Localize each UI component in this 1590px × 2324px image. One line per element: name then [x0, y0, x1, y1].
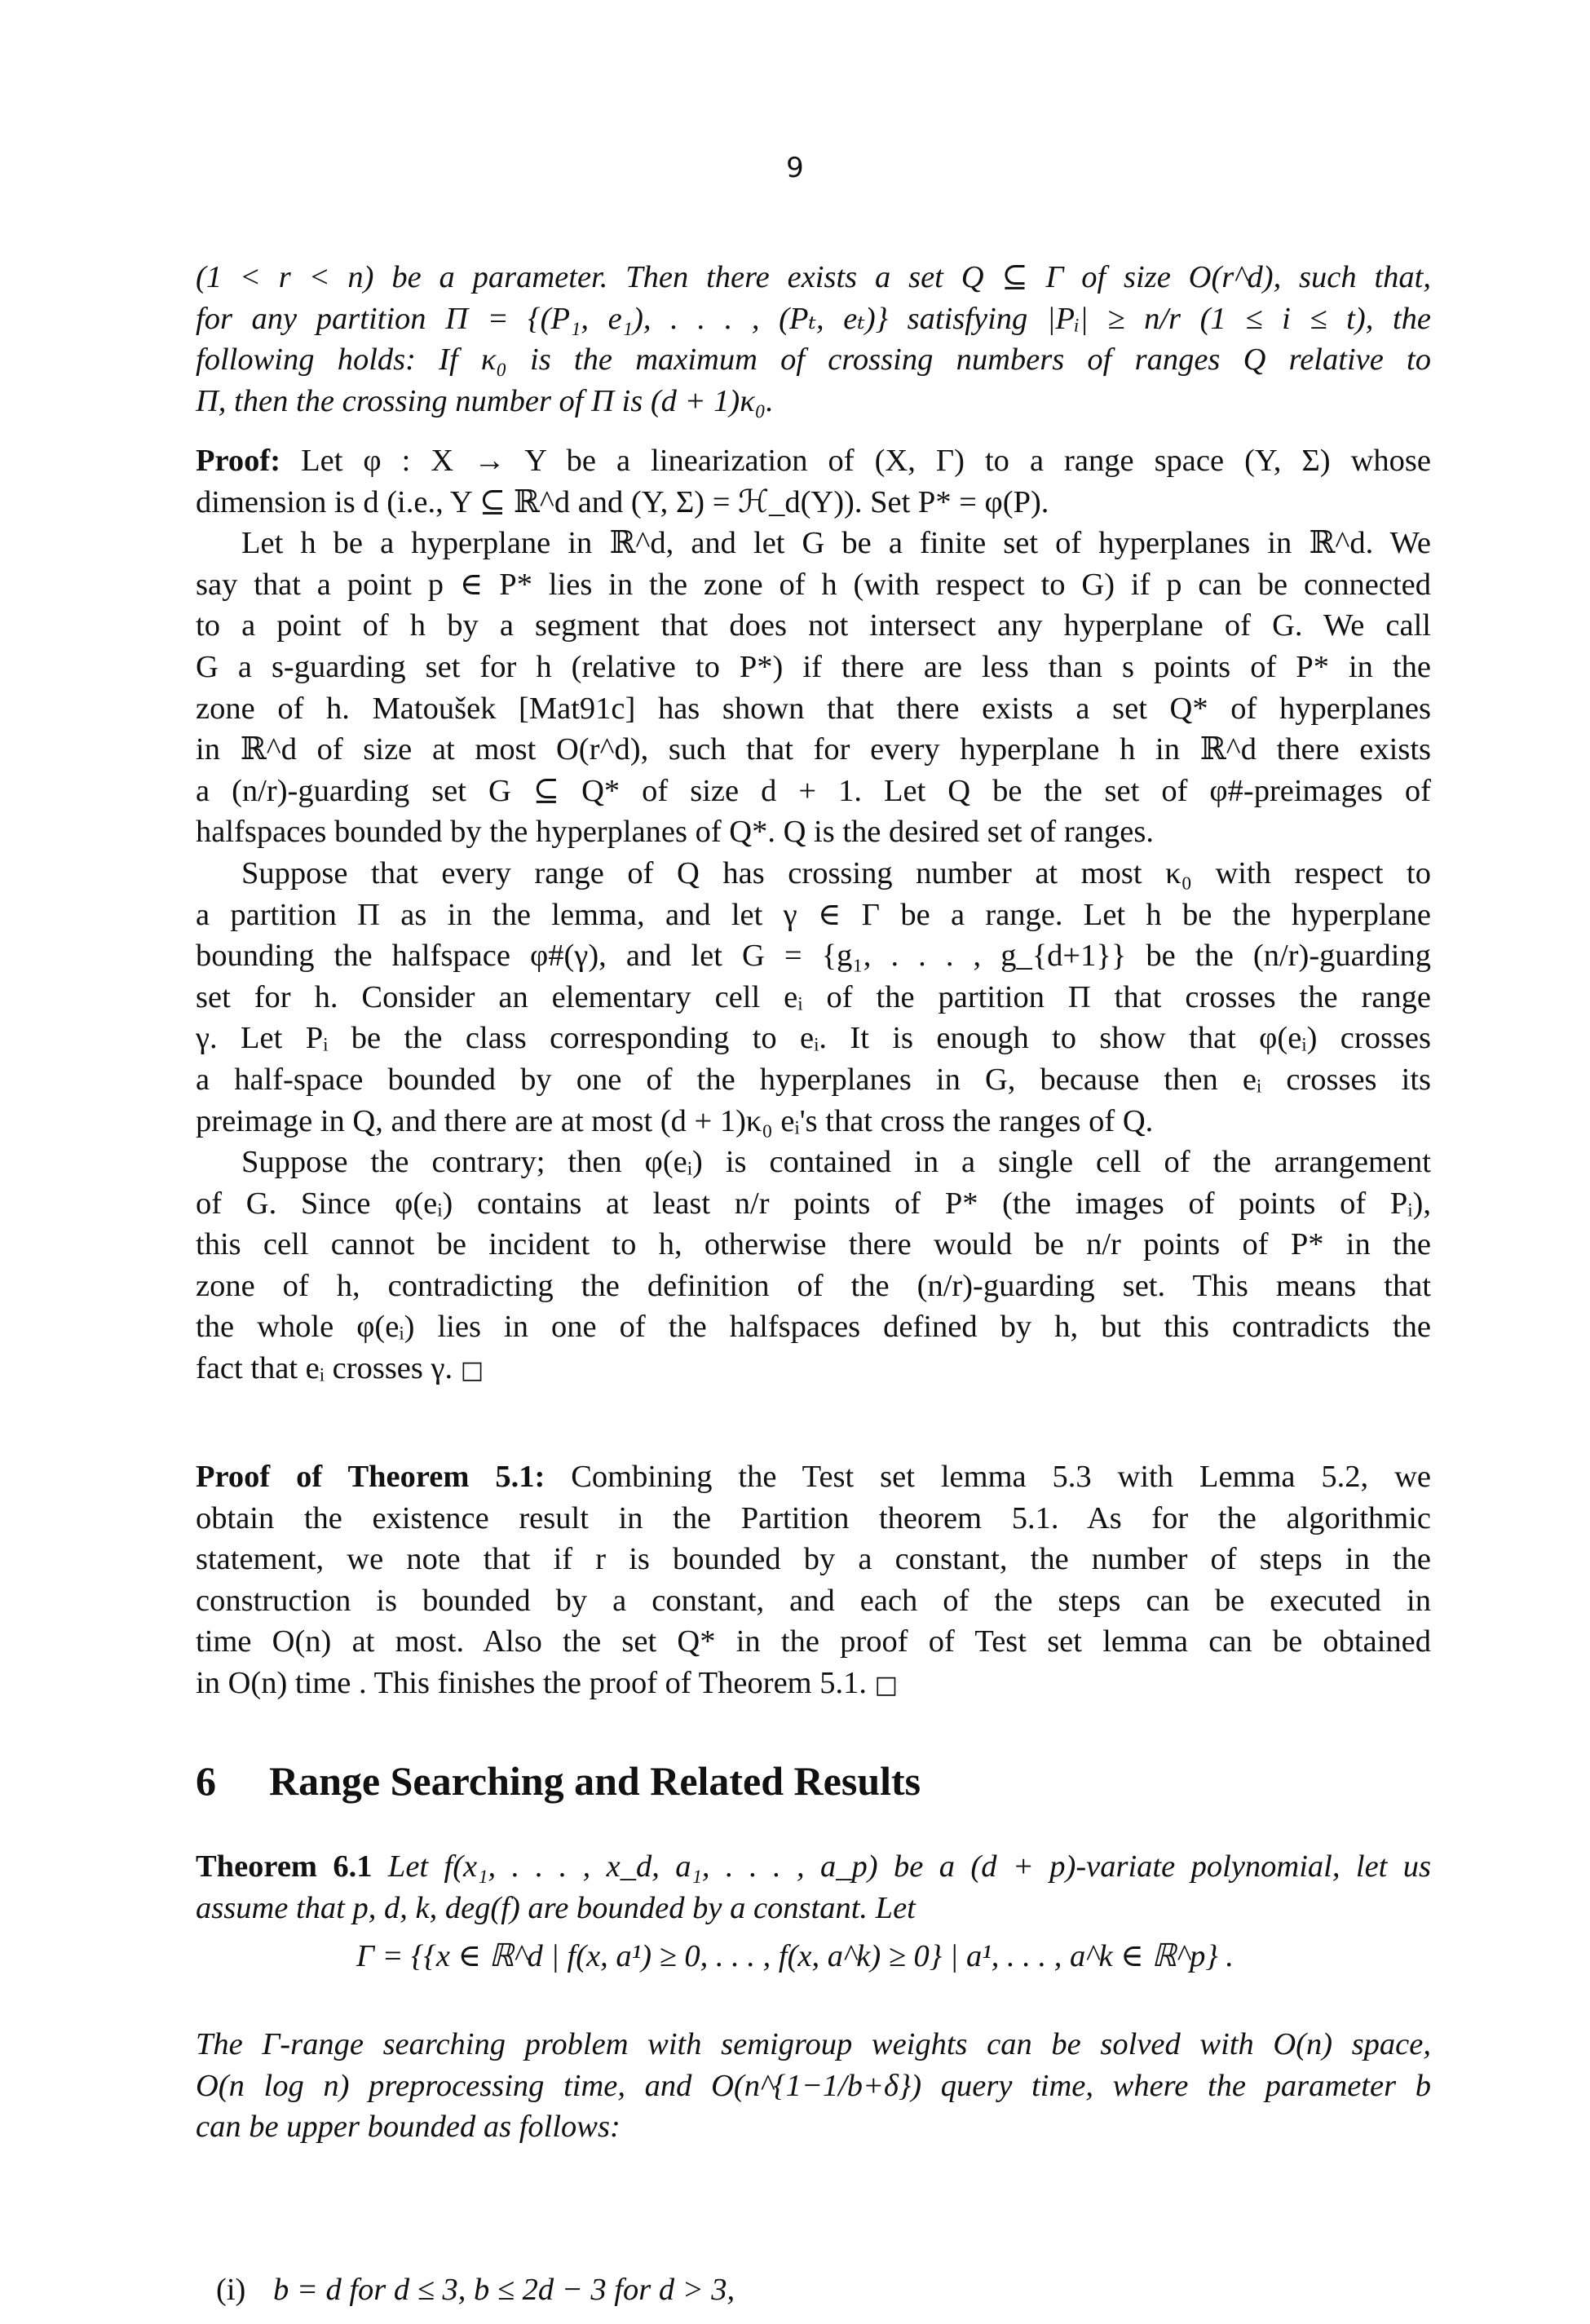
page-number: 9: [786, 152, 804, 184]
qed-icon: □: [874, 1670, 898, 1699]
proof-theorem-line: Proof of Theorem 5.1: Combining the Test set lemma 5.3 with Lemma 5.2, we: [196, 1460, 1431, 1494]
proof-line: dimension is d (i.e., Y ⊆ ℝ^d and (Y, Σ) = ℋ_d(Y)). Set P* = φ(P).: [196, 484, 1049, 519]
proof-line: preimage in Q, and there are at most (d + 1)κ₀ eᵢ's that cross the ranges of Q.: [196, 1103, 1154, 1138]
theorem-line: assume that p, d, k, deg(f) are bounded by a constant. Let: [196, 1890, 916, 1925]
proof-line: G a s-guarding set for h (relative to P*) if there are less than s points of P* in the: [196, 649, 1431, 684]
section-number: 6: [196, 1758, 216, 1804]
proof-line: in ℝ^d of size at most O(r^d), such that for every hyperplane h in ℝ^d there exists: [196, 732, 1431, 767]
theorem-line: Theorem 6.1 Let f(x₁, . . . , x_d, a₁, . . . , a_p) be a (d + p)-variate polynomial, let us: [196, 1849, 1431, 1884]
proof-theorem-line: in O(n) time . This finishes the proof of Theorem 5.1. □: [196, 1665, 898, 1700]
proof-line: Proof: Let φ : X → Y be a linearization of (X, Γ) to a range space (Y, Σ) whose: [196, 444, 1432, 478]
proof-line: to a point of h by a segment that does not intersect any hyperplane of G. We call: [196, 608, 1431, 643]
proof-line: a half-space bounded by one of the hyperplanes in G, because then eᵢ crosses its: [196, 1062, 1431, 1097]
proof-line: set for h. Consider an elementary cell eᵢ of the partition Π that crosses the range: [196, 979, 1431, 1014]
proof-line: γ. Let Pᵢ be the class corresponding to eᵢ. It is enough to show that φ(eᵢ) crosses: [196, 1021, 1431, 1056]
proof-line: the whole φ(eᵢ) lies in one of the halfspaces defined by h, but this contradicts the: [196, 1310, 1431, 1345]
proof-line: Suppose the contrary; then φ(eᵢ) is contained in a single cell of the arrangement: [241, 1145, 1431, 1180]
proof-theorem-line: construction is bounded by a constant, and each of the steps can be executed in: [196, 1583, 1431, 1618]
proof-line: fact that eᵢ crosses γ. □: [196, 1351, 484, 1386]
theorem-line: can be upper bounded as follows:: [196, 2110, 621, 2145]
proof-block: [196, 440, 1431, 1390]
proof-theorem-line: time O(n) at most. Also the set Q* in the proof of Test set lemma can be obtained: [196, 1624, 1431, 1659]
theorem-continuation: [196, 2024, 1431, 2148]
proof-line: Suppose that every range of Q has crossing number at most κ₀ with respect to: [241, 855, 1431, 890]
proof-label: Proof:: [196, 444, 281, 478]
theorem-item: [216, 2272, 735, 2308]
proof-theorem-line: obtain the existence result in the Partition theorem 5.1. As for the algorithmic: [196, 1500, 1431, 1535]
item-label: (i): [216, 2273, 246, 2307]
qed-icon: □: [460, 1356, 484, 1385]
lemma-line: for any partition Π = {(P₁, e₁), . . . , (Pₜ, eₜ)} satisfying |Pᵢ| ≥ n/r (1 ≤ i ≤ t), the: [196, 301, 1431, 336]
lemma-line: (1 < r < n) be a parameter. Then there exists a set Q ⊆ Γ of size O(r^d), such that,: [196, 260, 1431, 294]
theorem-formula: Γ = {{x ∈ ℝ^d | f(x, a¹) ≥ 0, . . . , f(x, a^k) ≥ 0} | a¹, . . . , a^k ∈ ℝ^p} .: [356, 1939, 1234, 1973]
proof-line: zone of h, contradicting the definition of the (n/r)-guarding set. This means that: [196, 1268, 1431, 1303]
proof-theorem-line: statement, we note that if r is bounded by a constant, the number of steps in the: [196, 1542, 1431, 1577]
proof-line: bounding the halfspace φ#(γ), and let G = {g₁, . . . , g_{d+1}} be the (n/r)-guarding: [196, 939, 1431, 974]
proof-line: a (n/r)-guarding set G ⊆ Q* of size d + 1. Let Q be the set of φ#-preimages of: [196, 773, 1431, 808]
proof-theorem-label: Proof of Theorem 5.1:: [196, 1460, 545, 1494]
lemma-line: following holds: If κ₀ is the maximum of crossing numbers of ranges Q relative to: [196, 342, 1431, 378]
proof-line: this cell cannot be incident to h, otherwise there would be n/r points of P* in the: [196, 1227, 1431, 1262]
theorem-line: O(n log n) preprocessing time, and O(n^{1−1/b+δ}) query time, where the parameter b: [196, 2068, 1431, 2103]
theorem-line: The Γ-range searching problem with semigroup weights can be solved with O(n) space,: [196, 2027, 1431, 2061]
lemma-line: Π, then the crossing number of Π is (d + 1)κ₀.: [196, 383, 774, 418]
proof-line: Let h be a hyperplane in ℝ^d, and let G be a finite set of hyperplanes in ℝ^d. We: [241, 526, 1431, 561]
proof-line: a partition Π as in the lemma, and let γ ∈ Γ be a range. Let h be the hyperplane: [196, 897, 1431, 932]
proof-line: zone of h. Matoušek [Mat91c] has shown that there exists a set Q* of hyperplanes: [196, 691, 1431, 726]
item-text: b = d for d ≤ 3, b ≤ 2d − 3 for d > 3,: [273, 2273, 735, 2307]
proof-theorem-block: [196, 1456, 1431, 1704]
section-title: Range Searching and Related Results: [269, 1758, 921, 1804]
theorem-block: [196, 1846, 1431, 1929]
theorem-label: Theorem 6.1: [196, 1849, 373, 1884]
proof-line: of G. Since φ(eᵢ) contains at least n/r points of P* (the images of points of Pᵢ),: [196, 1186, 1431, 1221]
proof-line: halfspaces bounded by the hyperplanes of Q*. Q is the desired set of ranges.: [196, 815, 1154, 850]
section-heading: [196, 1757, 1431, 1805]
lemma-continuation: [196, 257, 1431, 422]
proof-line: say that a point p ∈ P* lies in the zone of h (with respect to G) if p can be connected: [196, 567, 1431, 602]
